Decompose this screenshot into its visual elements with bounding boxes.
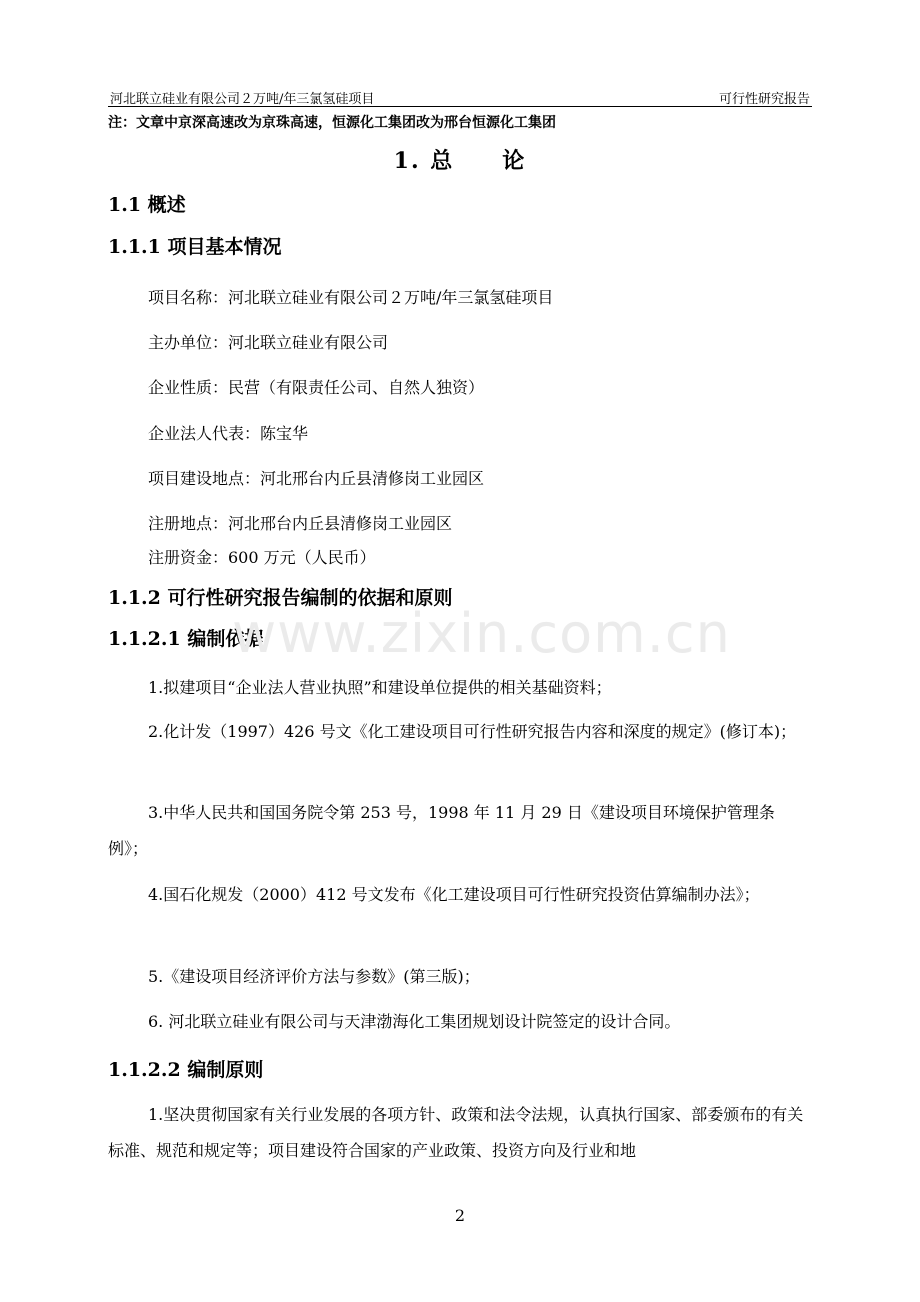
info-sponsor: 主办单位：河北联立硅业有限公司 bbox=[148, 333, 389, 352]
page-number: 2 bbox=[454, 1206, 466, 1225]
basis-item-1: 1.拟建项目“企业法人营业执照”和建设单位提供的相关基础资料； bbox=[148, 678, 612, 697]
editor-note: 注：文章中京深高速改为京珠高速，恒源化工集团改为邢台恒源化工集团 bbox=[108, 115, 556, 131]
info-registered-capital: 注册资金：600 万元（人民币） bbox=[148, 548, 376, 567]
info-enterprise-type: 企业性质：民营（有限责任公司、自然人独资） bbox=[148, 378, 485, 397]
basis-item-4: 4.国石化规发（2000）412 号文发布《化工建设项目可行性研究投资估算编制办法》； bbox=[148, 885, 760, 904]
section-heading-1-1-2-1: 1.1.2.1 编制依据 bbox=[108, 628, 264, 650]
info-project-name: 项目名称：河北联立硅业有限公司２万吨/年三氯氢硅项目 bbox=[148, 288, 554, 307]
section-heading-1-1-1: 1.1.1 项目基本情况 bbox=[108, 236, 282, 258]
basis-item-5: 5.《建设项目经济评价方法与参数》(第三版)； bbox=[148, 967, 480, 986]
section-heading-1-1-2: 1.1.2 可行性研究报告编制的依据和原则 bbox=[108, 587, 453, 609]
basis-item-6: 6. 河北联立硅业有限公司与天津渤海化工集团规划设计院签定的设计合同。 bbox=[148, 1012, 681, 1031]
basis-item-3: 3.中华人民共和国国务院令第 253 号，1998 年 11 月 29 日《建设项目环境保护管理条例》； bbox=[108, 803, 775, 858]
info-legal-representative: 企业法人代表：陈宝华 bbox=[148, 424, 309, 443]
principle-item-1: 1.坚决贯彻国家有关行业发展的各项方针、政策和法令法规，认真执行国家、部委颁布的有关标准、规范和规定等；项目建设符合国家的产业政策、投资方向及行业和地 bbox=[108, 1105, 804, 1160]
section-heading-1-1-2-2: 1.1.2.2 编制原则 bbox=[108, 1059, 264, 1081]
header-title: 河北联立硅业有限公司２万吨/年三氯氢硅项目 bbox=[110, 92, 375, 107]
info-registered-address: 注册地点：河北邢台内丘县清修岗工业园区 bbox=[148, 514, 453, 533]
header-report-type: 可行性研究报告 bbox=[718, 92, 810, 107]
basis-item-2: 2.化计发（1997）426 号文《化工建设项目可行性研究报告内容和深度的规定》(修订本)； bbox=[148, 722, 797, 741]
watermark: www.zixin.com.cn bbox=[232, 602, 731, 665]
info-construction-site: 项目建设地点：河北邢台内丘县清修岗工业园区 bbox=[148, 469, 485, 488]
section-heading-1-1: 1.1 概述 bbox=[108, 194, 186, 216]
header-rule bbox=[108, 106, 812, 107]
chapter-title: 1. 总 论 bbox=[393, 148, 527, 174]
